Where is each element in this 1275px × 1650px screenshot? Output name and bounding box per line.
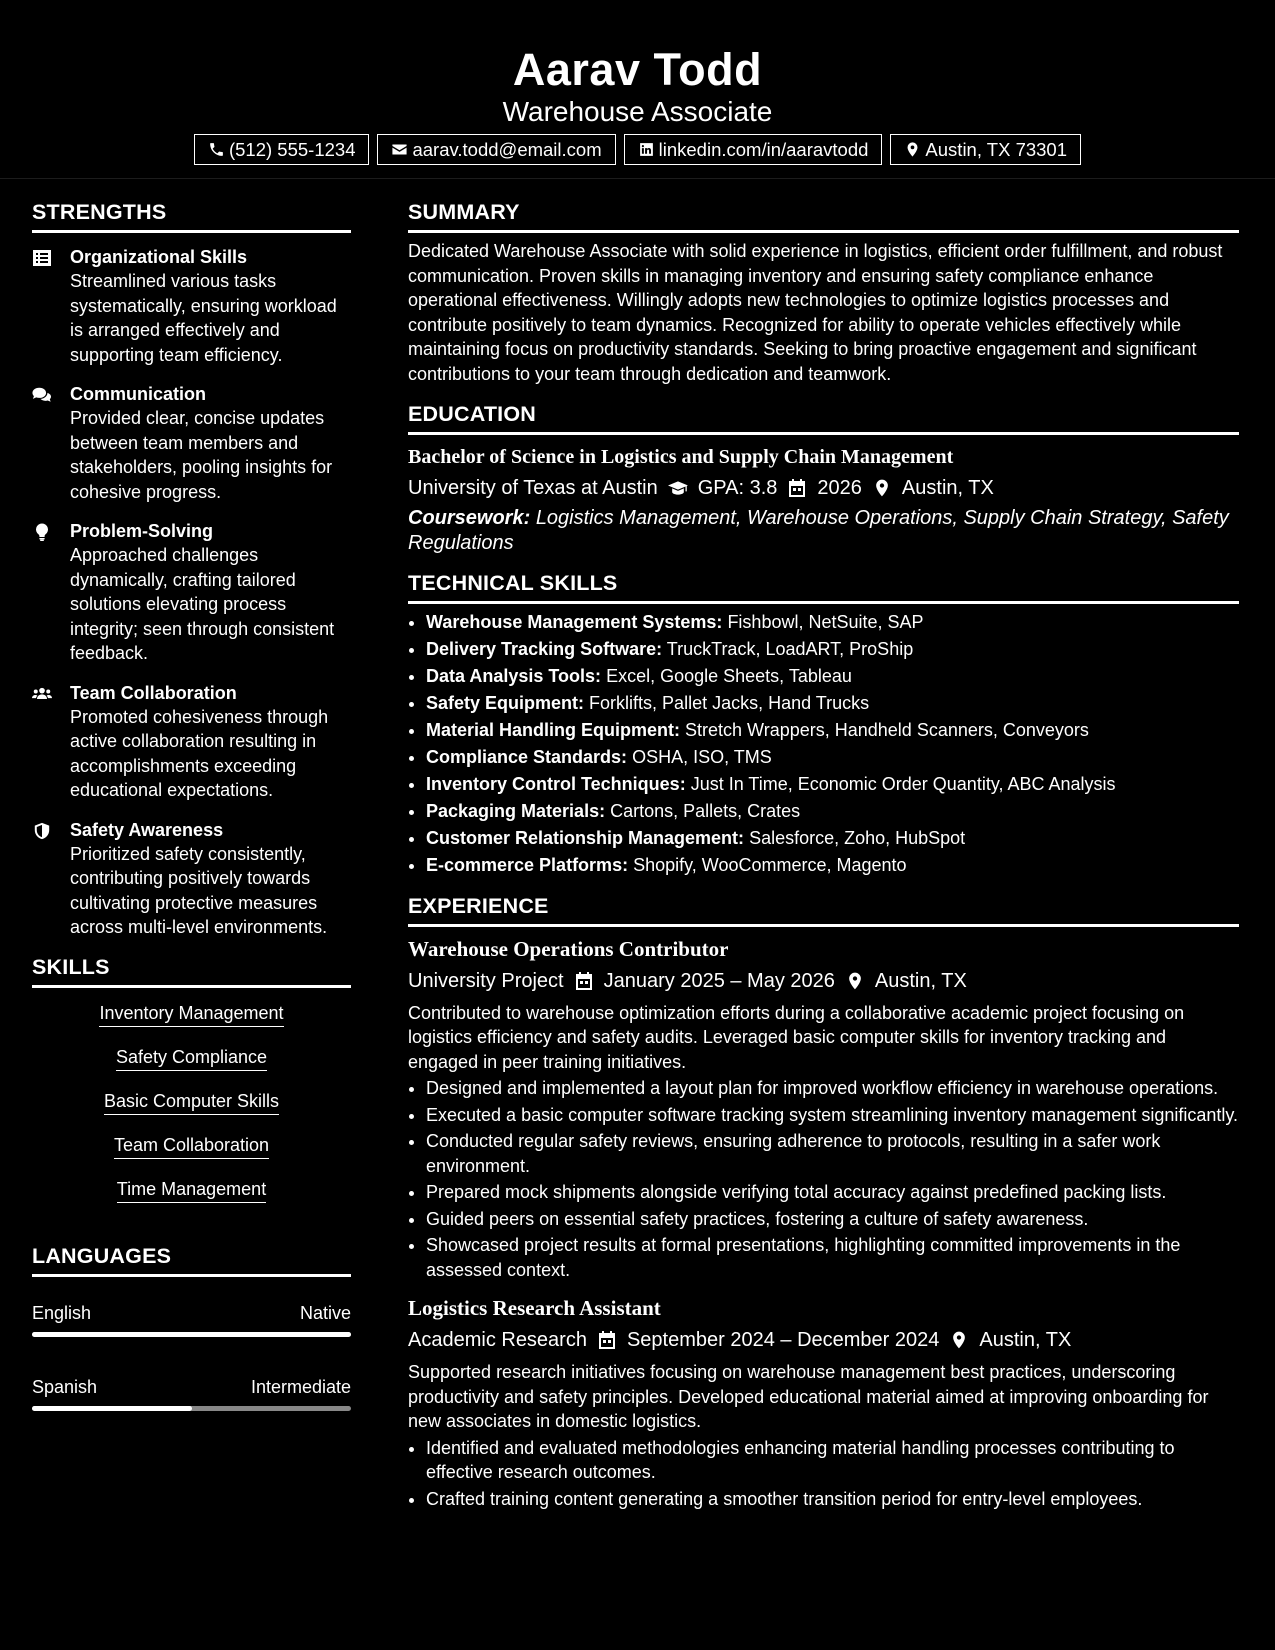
strength-desc: Promoted cohesiveness through active collaboration resulting in accomplishments exceeding educational expectations. bbox=[70, 706, 329, 800]
shield-icon bbox=[32, 822, 52, 840]
tech-skill-item bbox=[426, 664, 1239, 689]
gpa-text: GPA: 3.8 bbox=[697, 477, 778, 499]
proficiency-bar bbox=[32, 1332, 351, 1337]
resume-header bbox=[0, 0, 1275, 179]
job-bullet: • Identified and evaluated methodologies enhancing material handling processes contributing to effective research outcomes. bbox=[426, 1436, 1239, 1485]
contact-location[interactable] bbox=[890, 134, 1081, 165]
job-bullet: • Conducted regular safety reviews, ensuring adherence to protocols, resulting in a safer work environment. bbox=[426, 1129, 1239, 1178]
proficiency-fill bbox=[32, 1332, 351, 1337]
tech-skill-label: Warehouse Management Systems: bbox=[426, 612, 723, 632]
phone-icon bbox=[208, 141, 225, 158]
skill-tag: Basic Computer Skills bbox=[104, 1090, 279, 1115]
tech-skill-value: Excel, Google Sheets, Tableau bbox=[606, 666, 852, 686]
job-bullet: • Crafted training content generating a smoother transition period for entry-level employees. bbox=[426, 1487, 1239, 1512]
coursework-label: Coursework: bbox=[408, 507, 531, 529]
coursework-list: Logistics Management, Warehouse Operations, Supply Chain Strategy, Safety Regulations bbox=[408, 507, 1229, 554]
contact-email[interactable] bbox=[377, 134, 615, 165]
tech-skill-value: Forklifts, Pallet Jacks, Hand Trucks bbox=[589, 693, 870, 713]
strength-desc: Provided clear, concise updates between team members and stakeholders, pooling insights for cohesive progress. bbox=[70, 408, 333, 502]
tech-skill-label: Safety Equipment: bbox=[426, 693, 585, 713]
job-bullet: • Executed a basic computer software tracking system streamlining inventory management significantly. bbox=[426, 1103, 1239, 1128]
job-org: University Project bbox=[408, 969, 564, 992]
users-icon bbox=[32, 685, 52, 703]
proficiency-bar bbox=[32, 1406, 351, 1411]
tech-skill-item bbox=[426, 610, 1239, 635]
tech-skill-value: Just In Time, Economic Order Quantity, ABC Analysis bbox=[690, 774, 1116, 794]
strength-name: Problem-Solving bbox=[70, 521, 214, 541]
skill-tag: Team Collaboration bbox=[114, 1134, 269, 1159]
job-org: Academic Research bbox=[408, 1329, 587, 1351]
job-entry bbox=[408, 935, 1239, 1283]
section-title: STRENGTHS bbox=[32, 200, 351, 233]
job-location: Austin, TX bbox=[979, 1329, 1072, 1351]
language-name: English bbox=[32, 1302, 92, 1323]
tech-skill-item bbox=[426, 772, 1239, 797]
tech-skill-label: Delivery Tracking Software: bbox=[426, 639, 663, 659]
tech-skill-value: TruckTrack, LoadART, ProShip bbox=[666, 639, 914, 659]
languages-section bbox=[32, 1244, 351, 1411]
tech-skill-label: Customer Relationship Management: bbox=[426, 828, 745, 848]
job-bullet: • Showcased project results at formal presentations, highlighting committed improvements in the assessed context. bbox=[426, 1233, 1239, 1282]
job-description: Contributed to warehouse optimization efforts during a collaborative academic project focusing on logistics efficiency and safety audits. Leveraged basic computer skills for inventory tracking and engaged in peer training initiatives. bbox=[408, 1002, 1185, 1072]
contact-linkedin[interactable] bbox=[624, 134, 883, 165]
tech-skill-item bbox=[426, 691, 1239, 716]
phone-text: (512) 555-1234 bbox=[228, 138, 356, 160]
strength-name: Safety Awareness bbox=[70, 819, 224, 840]
language-item bbox=[32, 1302, 351, 1337]
section-title: EXPERIENCE bbox=[408, 894, 1239, 927]
tech-skill-value: Shopify, WooCommerce, Magento bbox=[633, 855, 907, 875]
calendar-icon bbox=[787, 478, 807, 498]
envelope-icon bbox=[391, 141, 408, 158]
linkedin-icon bbox=[638, 141, 655, 158]
candidate-name: Aarav Todd bbox=[512, 44, 763, 95]
proficiency-fill bbox=[32, 1406, 192, 1411]
tech-skill-label: Packaging Materials: bbox=[426, 801, 606, 821]
language-name: Spanish bbox=[32, 1376, 98, 1397]
section-title: SUMMARY bbox=[408, 200, 1239, 233]
map-marker-icon bbox=[845, 971, 865, 991]
tech-skill-label: Inventory Control Techniques: bbox=[426, 774, 686, 794]
tech-skill-item bbox=[426, 745, 1239, 770]
job-bullet: • Designed and implemented a layout plan for improved workflow efficiency in warehouse operations. bbox=[426, 1076, 1239, 1101]
location-text: Austin, TX 73301 bbox=[925, 138, 1068, 160]
language-item bbox=[32, 1376, 351, 1411]
tech-skill-item bbox=[426, 853, 1239, 878]
graduation-year: 2026 bbox=[817, 477, 862, 499]
school-name: University of Texas at Austin bbox=[408, 477, 658, 499]
coursework bbox=[408, 506, 1239, 555]
calendar-icon bbox=[597, 1330, 617, 1350]
strength-name: Team Collaboration bbox=[70, 682, 237, 703]
tech-skill-label: Data Analysis Tools: bbox=[426, 666, 602, 686]
left-column bbox=[32, 178, 351, 1411]
calendar-icon bbox=[574, 971, 594, 991]
strength-item bbox=[32, 519, 351, 666]
skill-tag: Time Management bbox=[117, 1178, 266, 1203]
job-location: Austin, TX bbox=[874, 969, 967, 992]
tech-skill-label: E-commerce Platforms: bbox=[426, 855, 629, 875]
experience-section bbox=[408, 894, 1239, 1512]
section-title: TECHNICAL SKILLS bbox=[408, 571, 1239, 604]
job-meta bbox=[408, 1326, 1239, 1354]
section-title: EDUCATION bbox=[408, 402, 1239, 435]
candidate-title: Warehouse Associate bbox=[502, 96, 773, 127]
strength-desc: Prioritized safety consistently, contributing positively towards cultivating protective measures across multi-level environments. bbox=[70, 843, 328, 937]
strength-desc: Streamlined various tasks systematically, ensuring workload is arranged effectively and supporting team efficiency. bbox=[70, 271, 337, 365]
education-meta bbox=[408, 474, 1239, 502]
lightbulb-icon bbox=[32, 523, 52, 541]
language-level: Intermediate bbox=[250, 1376, 351, 1397]
contact-bar bbox=[0, 134, 1275, 165]
tech-skill-item bbox=[426, 826, 1239, 851]
skills-section bbox=[32, 955, 351, 1203]
job-bullet: • Prepared mock shipments alongside verifying total accuracy against predefined packing lists. bbox=[426, 1180, 1239, 1205]
tech-skill-item bbox=[426, 637, 1239, 662]
school-location: Austin, TX bbox=[901, 477, 994, 499]
skill-tag: Safety Compliance bbox=[116, 1046, 267, 1071]
tech-skill-label: Compliance Standards: bbox=[426, 747, 628, 767]
contact-phone[interactable] bbox=[194, 134, 370, 165]
job-dates: September 2024 – December 2024 bbox=[626, 1329, 940, 1351]
tech-skill-value: OSHA, ISO, TMS bbox=[632, 747, 772, 767]
email-text: aarav.todd@email.com bbox=[412, 138, 602, 160]
strength-name: Organizational Skills bbox=[70, 247, 248, 267]
job-title: Logistics Research Assistant bbox=[408, 1296, 661, 1320]
strength-desc: Approached challenges dynamically, crafting tailored solutions elevating process integrity; seen through consistent feedback. bbox=[70, 545, 335, 663]
section-title: SKILLS bbox=[32, 955, 351, 988]
map-marker-icon bbox=[949, 1330, 969, 1350]
section-title: LANGUAGES bbox=[32, 1244, 351, 1277]
strength-item bbox=[32, 818, 351, 940]
strength-name: Communication bbox=[70, 384, 207, 404]
tech-skill-item bbox=[426, 799, 1239, 824]
tech-skill-value: Salesforce, Zoho, HubSpot bbox=[749, 828, 966, 848]
job-entry bbox=[408, 1294, 1239, 1511]
summary-section bbox=[408, 200, 1239, 386]
comments-icon bbox=[32, 386, 52, 404]
education-section bbox=[408, 402, 1239, 555]
strength-item bbox=[32, 245, 351, 367]
language-level: Native bbox=[299, 1302, 351, 1323]
tech-skill-value: Fishbowl, NetSuite, SAP bbox=[727, 612, 924, 632]
job-meta bbox=[408, 967, 1239, 995]
linkedin-text: linkedin.com/in/aaravtodd bbox=[658, 138, 869, 160]
tech-skill-label: Material Handling Equipment: bbox=[426, 720, 681, 740]
graduation-cap-icon bbox=[668, 478, 688, 498]
map-marker-icon bbox=[872, 478, 892, 498]
strength-item bbox=[32, 681, 351, 803]
job-title: Warehouse Operations Contributor bbox=[408, 936, 729, 961]
map-marker-icon bbox=[904, 141, 921, 158]
list-icon bbox=[32, 249, 52, 267]
tech-skill-value: Cartons, Pallets, Crates bbox=[610, 801, 801, 821]
strength-item bbox=[32, 382, 351, 504]
job-dates: January 2025 – May 2026 bbox=[603, 969, 835, 992]
job-bullet: • Guided peers on essential safety practices, fostering a culture of safety awareness. bbox=[426, 1207, 1239, 1232]
strengths-section bbox=[32, 200, 351, 940]
technical-skills-section bbox=[408, 571, 1239, 878]
tech-skill-value: Stretch Wrappers, Handheld Scanners, Conveyors bbox=[685, 720, 1089, 740]
skill-tag: Inventory Management bbox=[99, 1002, 283, 1027]
job-description: Supported research initiatives focusing on warehouse management best practices, underscoring productivity and safety principles. Developed educational material aimed at improving onboarding for new associates in domestic logistics. bbox=[408, 1362, 1209, 1431]
right-column bbox=[408, 178, 1239, 1513]
degree-title: Bachelor of Science in Logistics and Supply Chain Management bbox=[408, 446, 954, 468]
summary-text: Dedicated Warehouse Associate with solid experience in logistics, efficient order fulfillment, and robust communication. Proven skills in managing inventory and ensuring safety compliance enhance operational effectiveness. Willingly adopts new technologies to optimize logistics processes and contribute positively to team dynamics. Recognized for ability to operate vehicles effectively while maintaining focus on productivity standards. Seeking to bring proactive engagement and significant contributions to your team through dedication and teamwork. bbox=[408, 241, 1223, 384]
tech-skill-item bbox=[426, 718, 1239, 743]
